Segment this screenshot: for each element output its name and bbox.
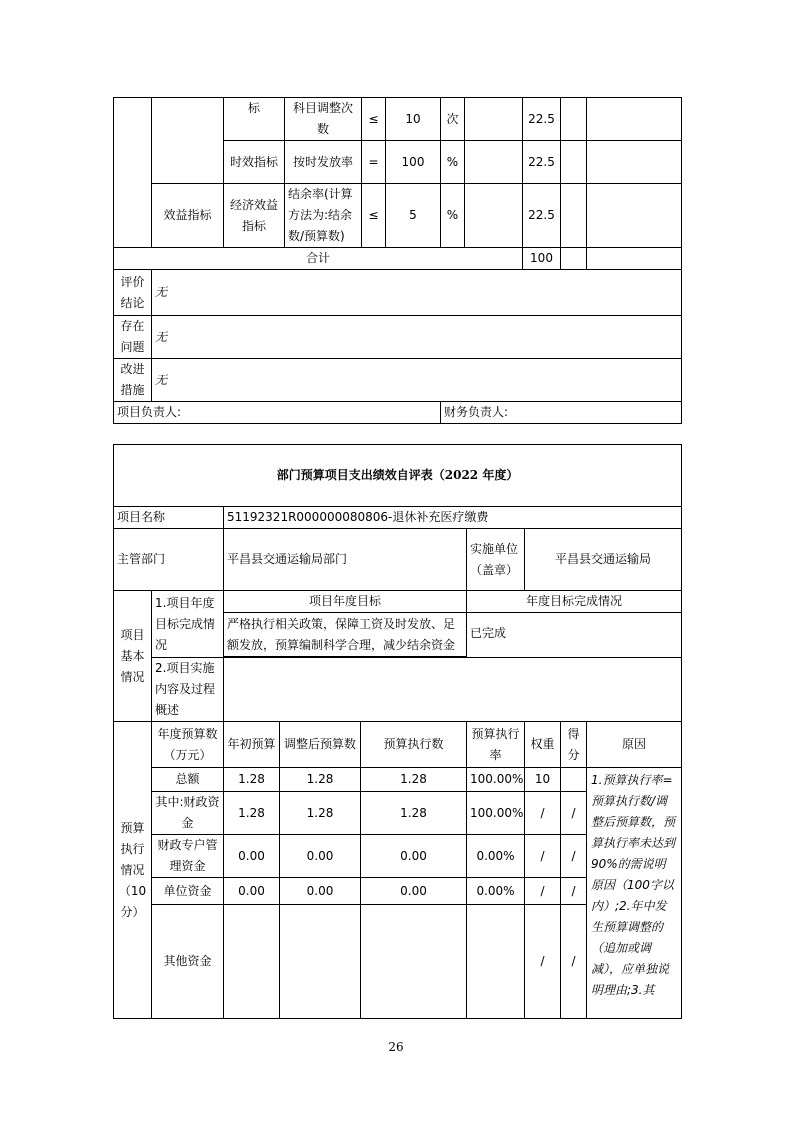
measures-row bbox=[114, 359, 682, 402]
indicator-row bbox=[114, 98, 682, 141]
basic-info-label: 项目基本情况 bbox=[114, 591, 152, 722]
budget-row-name: 其他资金 bbox=[152, 905, 224, 1019]
budget-initial: 0.00 bbox=[224, 878, 280, 905]
budget-executed: 0.00 bbox=[361, 835, 467, 878]
impl-row bbox=[114, 658, 682, 722]
goal-header-row bbox=[114, 591, 682, 613]
budget-header: 原因 bbox=[587, 722, 682, 768]
page-number: 26 bbox=[388, 1040, 404, 1054]
finance-leader-label: 财务负责人: bbox=[441, 402, 682, 424]
total-label: 合计 bbox=[114, 248, 523, 270]
measures-label: 改进措施 bbox=[114, 359, 152, 402]
measures-value: 无 bbox=[152, 359, 682, 402]
evaluation-value: 无 bbox=[152, 270, 682, 316]
budget-header: 调整后预算数 bbox=[280, 722, 361, 768]
budget-row-name: 总额 bbox=[152, 768, 224, 792]
reason-text: 1.预算执行率=预算执行数/调整后预算数，预算执行率未达到90%的需说明原因（100字以内）;2.年中发生预算调整的（追加或调减），应单独说明理由;3.其 bbox=[587, 768, 682, 1019]
problems-row bbox=[114, 316, 682, 359]
budget-adjusted: 0.00 bbox=[280, 878, 361, 905]
budget-header: 预算执行数 bbox=[361, 722, 467, 768]
budget-header: 预算执行率 bbox=[467, 722, 525, 768]
budget-score: / bbox=[561, 878, 587, 905]
budget-score: / bbox=[561, 792, 587, 835]
indicator-weight: 22.5 bbox=[523, 98, 561, 141]
dept-row bbox=[114, 529, 682, 591]
budget-row bbox=[114, 768, 682, 792]
dept-value: 平昌县交通运输局部门 bbox=[224, 529, 467, 591]
indicator-value: 5 bbox=[386, 184, 441, 248]
budget-adjusted: 1.28 bbox=[280, 792, 361, 835]
level1-label: 效益指标 bbox=[152, 184, 224, 248]
performance-indicator-table bbox=[113, 97, 682, 424]
budget-initial bbox=[224, 905, 280, 1019]
indicator-unit: 次 bbox=[441, 98, 465, 141]
indicator-operator: ≤ bbox=[362, 98, 386, 141]
budget-section-label: 预算执行情况（10分） bbox=[114, 722, 152, 1019]
budget-header: 得分 bbox=[561, 722, 587, 768]
budget-executed: 1.28 bbox=[361, 792, 467, 835]
form-title: 部门预算项目支出绩效自评表（2022 年度） bbox=[114, 445, 682, 507]
budget-initial: 1.28 bbox=[224, 768, 280, 792]
indicator-weight: 22.5 bbox=[523, 184, 561, 248]
project-name-label: 项目名称 bbox=[114, 507, 224, 529]
budget-executed bbox=[361, 905, 467, 1019]
budget-header: 权重 bbox=[525, 722, 561, 768]
goal-header: 项目年度目标 bbox=[224, 591, 467, 613]
goal-text: 严格执行相关政策，保障工资及时发放、足额发放，预算编制科学合理，减少结余资金 bbox=[224, 613, 467, 657]
budget-header-row bbox=[114, 722, 682, 768]
total-row bbox=[114, 248, 682, 270]
completion-header: 年度目标完成情况 bbox=[467, 591, 682, 613]
budget-initial: 1.28 bbox=[224, 792, 280, 835]
budget-weight: / bbox=[525, 878, 561, 905]
signature-row bbox=[114, 402, 682, 424]
indicator-value: 10 bbox=[386, 98, 441, 141]
budget-rate: 0.00% bbox=[467, 835, 525, 878]
indicator-name: 科目调整次数 bbox=[285, 98, 362, 141]
completion-text: 已完成 bbox=[467, 613, 682, 658]
evaluation-label: 评价结论 bbox=[114, 270, 152, 316]
budget-adjusted: 1.28 bbox=[280, 768, 361, 792]
indicator-weight: 22.5 bbox=[523, 141, 561, 184]
indicator-name: 结余率(计算方法为:结余数/预算数) bbox=[285, 184, 362, 248]
budget-weight: / bbox=[525, 835, 561, 878]
budget-rate: 0.00% bbox=[467, 878, 525, 905]
dept-label: 主管部门 bbox=[114, 529, 224, 591]
budget-initial: 0.00 bbox=[224, 835, 280, 878]
budget-weight: 10 bbox=[525, 768, 561, 792]
budget-header: 年初预算 bbox=[224, 722, 280, 768]
level2-label: 标 bbox=[224, 98, 285, 141]
level2-label: 经济效益指标 bbox=[224, 184, 285, 248]
budget-executed: 1.28 bbox=[361, 768, 467, 792]
budget-rate: 100.00% bbox=[467, 792, 525, 835]
level2-label: 时效指标 bbox=[224, 141, 285, 184]
impl-label: 2.项目实施内容及过程概述 bbox=[152, 658, 224, 722]
indicator-operator: = bbox=[362, 141, 386, 184]
impl-text bbox=[224, 658, 682, 722]
project-leader-label: 项目负责人: bbox=[114, 402, 441, 424]
budget-row-name: 其中:财政资金 bbox=[152, 792, 224, 835]
indicator-value: 100 bbox=[386, 141, 441, 184]
budget-rate: 100.00% bbox=[467, 768, 525, 792]
indicator-unit: % bbox=[441, 184, 465, 248]
project-name-value: 51192321R000000080806-退休补充医疗缴费 bbox=[224, 507, 682, 529]
indicator-operator: ≤ bbox=[362, 184, 386, 248]
budget-adjusted: 0.00 bbox=[280, 835, 361, 878]
project-name-row bbox=[114, 507, 682, 529]
budget-score: / bbox=[561, 835, 587, 878]
budget-adjusted bbox=[280, 905, 361, 1019]
indicator-row bbox=[114, 184, 682, 248]
indicator-unit: % bbox=[441, 141, 465, 184]
problems-value: 无 bbox=[152, 316, 682, 359]
budget-weight: / bbox=[525, 792, 561, 835]
indicator-name: 按时发放率 bbox=[285, 141, 362, 184]
total-value: 100 bbox=[523, 248, 561, 270]
budget-executed: 0.00 bbox=[361, 878, 467, 905]
impl-unit-label: 实施单位（盖章） bbox=[467, 529, 525, 591]
budget-score: / bbox=[561, 905, 587, 1019]
budget-row-name: 单位资金 bbox=[152, 878, 224, 905]
problems-label: 存在问题 bbox=[114, 316, 152, 359]
evaluation-row bbox=[114, 270, 682, 316]
budget-weight: / bbox=[525, 905, 561, 1019]
budget-row-name: 财政专户管理资金 bbox=[152, 835, 224, 878]
impl-unit-value: 平昌县交通运输局 bbox=[525, 529, 682, 591]
budget-score bbox=[561, 768, 587, 792]
budget-header: 年度预算数（万元） bbox=[152, 722, 224, 768]
budget-rate bbox=[467, 905, 525, 1019]
self-evaluation-form bbox=[113, 444, 682, 1019]
goal-label: 1.项目年度目标完成情况 bbox=[152, 591, 224, 658]
